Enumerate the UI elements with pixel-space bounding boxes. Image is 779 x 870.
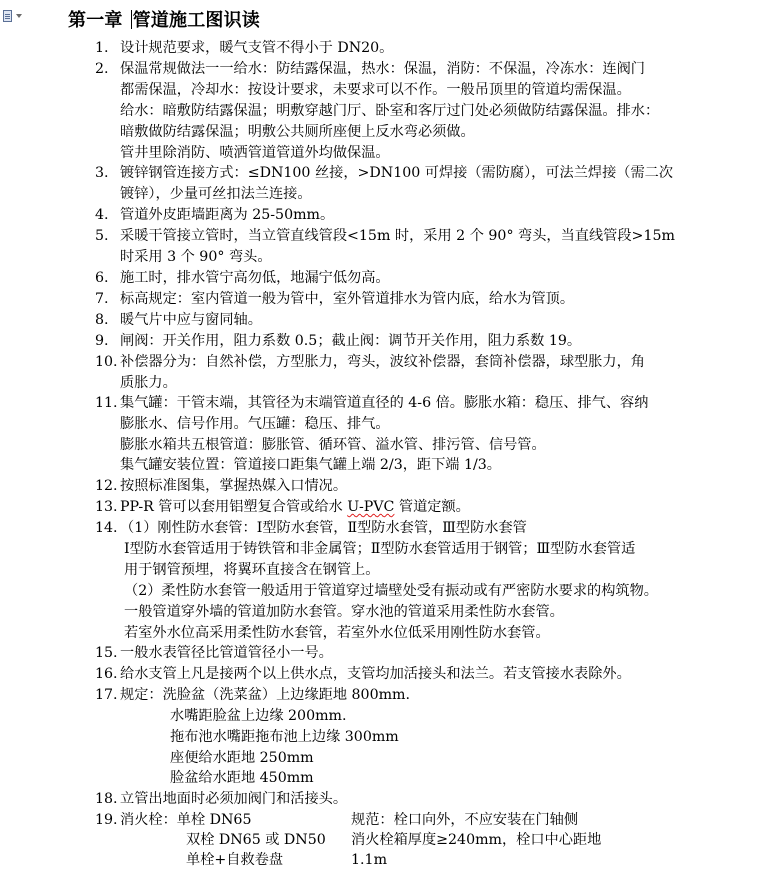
list-item: 拖布池水嘴距拖布池上边缘 300mm	[170, 729, 399, 745]
list-item: 消火栓：单栓 DN65	[120, 812, 252, 828]
list-number: 2.	[95, 61, 109, 77]
list-item: 一般水表管径比管道管径小一号。	[120, 645, 333, 661]
chapter-heading	[68, 6, 260, 32]
list-item: 座便给水距地 250mm	[170, 750, 314, 766]
list-item: 管道外皮距墙距离为 25-50mm。	[120, 207, 335, 223]
list-item: 集气罐安装位置：管道接口距集气罐上端 2/3，距下端 1/3。	[120, 457, 501, 473]
list-item: （1）刚性防水套管：Ⅰ型防水套管，Ⅱ型防水套管，Ⅲ型防水套管	[120, 520, 527, 536]
document-outline-toggle[interactable]	[3, 9, 33, 23]
list-item: 补偿器分为：自然补偿，方型胀力，弯头，波纹补偿器，套筒补偿器，球型胀力，角	[120, 354, 645, 370]
list-item: 保温常规做法一一给水：防结露保温，热水：保温，消防：不保温，冷冻水：连阀门	[120, 61, 645, 77]
list-item: 镀锌），少量可丝扣法兰连接。	[120, 186, 312, 202]
list-item: 暖气片中应与窗同轴。	[120, 312, 262, 328]
list-item: 膨胀水、信号作用。气压罐：稳压、排气。	[120, 416, 390, 432]
list-item: 若室外水位高采用柔性防水套管，若室外水位低采用刚性防水套管。	[124, 625, 550, 641]
list-number: 14.	[95, 520, 118, 536]
list-item: 规定：洗脸盆（洗菜盆）上边缘距地 800mm.	[120, 687, 411, 703]
list-number: 3.	[95, 165, 109, 181]
list-number: 4.	[95, 207, 109, 223]
list-number: 6.	[95, 270, 109, 286]
list-item: 管井里除消防、喷洒管道管道外均做保温。	[120, 145, 390, 161]
list-item: 按照标准图集，掌握热媒入口情况。	[120, 478, 348, 494]
caret-down-icon	[16, 14, 22, 18]
document-icon	[3, 10, 12, 22]
list-item: 施工时，排水管宁高勿低，地漏宁低勿高。	[120, 270, 390, 286]
list-number: 8.	[95, 312, 109, 328]
list-item: 时采用 3 个 90° 弯头。	[120, 249, 272, 265]
list-item: 集气罐：干管末端，其管径为末端管道直径的 4-6 倍。膨胀水箱：稳压、排气、容纳	[120, 395, 649, 411]
list-number: 9.	[95, 333, 109, 349]
list-item: 都需保温，冷却水：按设计要求，未要求可以不作。一般吊顶里的管道均需保温。	[120, 82, 631, 98]
list-item: 水嘴距脸盆上边缘 200mm.	[170, 708, 347, 724]
list-number: 1.	[95, 40, 109, 56]
list-item: PP-R 管可以套用铝塑复合管或给水 U-PVC 管道定额。	[120, 499, 470, 515]
list-number: 16.	[95, 666, 118, 682]
list-item: （2）柔性防水套管一般适用于管道穿过墙壁处受有振动或有严密防水要求的构筑物。	[124, 583, 658, 599]
list-number: 17.	[95, 687, 118, 703]
list-item: 闸阀：开关作用，阻力系数 0.5；截止阀：调节开关作用，阻力系数 19。	[120, 333, 582, 349]
list-item: 立管出地面时必须加阀门和活接头。	[120, 791, 348, 807]
list-item: 消火栓箱厚度≥240mm，栓口中心距地	[351, 832, 602, 848]
list-item: 采暖干管接立管时，当立管直线管段<15m 时，采用 2 个 90° 弯头，当直线管段>15m	[120, 228, 675, 244]
list-number: 15.	[95, 645, 118, 661]
list-item: 质胀力。	[120, 375, 177, 391]
list-item: 规范：栓口向外，不应安装在门轴侧	[351, 812, 579, 828]
list-item: 一般管道穿外墙的管道加防水套管。穿水池的管道采用柔性防水套管。	[124, 604, 564, 620]
list-item: 设计规范要求，暖气支管不得小于 DN20。	[120, 40, 394, 56]
list-item: 1.1m	[351, 852, 388, 868]
list-number: 18.	[95, 791, 118, 807]
list-item: 脸盆给水距地 450mm	[170, 770, 314, 786]
list-item: 双栓 DN65 或 DN50	[186, 832, 326, 848]
list-number: 19.	[95, 812, 118, 828]
list-item: 镀锌钢管连接方式：≤DN100 丝接，>DN100 可焊接（需防腐），可法兰焊接（需二次	[120, 165, 674, 181]
list-number: 5.	[95, 228, 109, 244]
list-number: 13.	[95, 499, 118, 515]
chapter-title: 管道施工图识读	[132, 10, 261, 31]
chapter-number: 第一章	[68, 10, 123, 31]
list-item: 用于钢管预埋，将翼环直接含在钢管上。	[124, 562, 380, 578]
list-item: 给水支管上凡是接两个以上供水点，支管均加活接头和法兰。若支管接水表除外。	[120, 666, 631, 682]
list-number: 12.	[95, 478, 118, 494]
list-number: 11.	[95, 395, 118, 411]
list-number: 10.	[95, 354, 118, 370]
list-item: 给水：暗敷防结露保温；明敷穿越门厅、卧室和客厅过门处必须做防结露保温。排水：	[120, 103, 660, 119]
list-item: 单栓+自救卷盘	[186, 852, 284, 868]
spellcheck-underline: U-PVC	[347, 499, 395, 515]
text-cursor	[131, 10, 132, 29]
list-item: 标高规定：室内管道一般为管中，室外管道排水为管内底，给水为管顶。	[120, 291, 575, 307]
list-item: 暗敷做防结露保温；明敷公共厕所座便上反水弯必须做。	[120, 124, 475, 140]
list-number: 7.	[95, 291, 109, 307]
list-item: Ⅰ型防水套管适用于铸铁管和非金属管；Ⅱ型防水套管适用于钢管；Ⅲ型防水套管适	[124, 541, 636, 557]
list-item: 膨胀水箱共五根管道：膨胀管、循环管、溢水管、排污管、信号管。	[120, 437, 546, 453]
